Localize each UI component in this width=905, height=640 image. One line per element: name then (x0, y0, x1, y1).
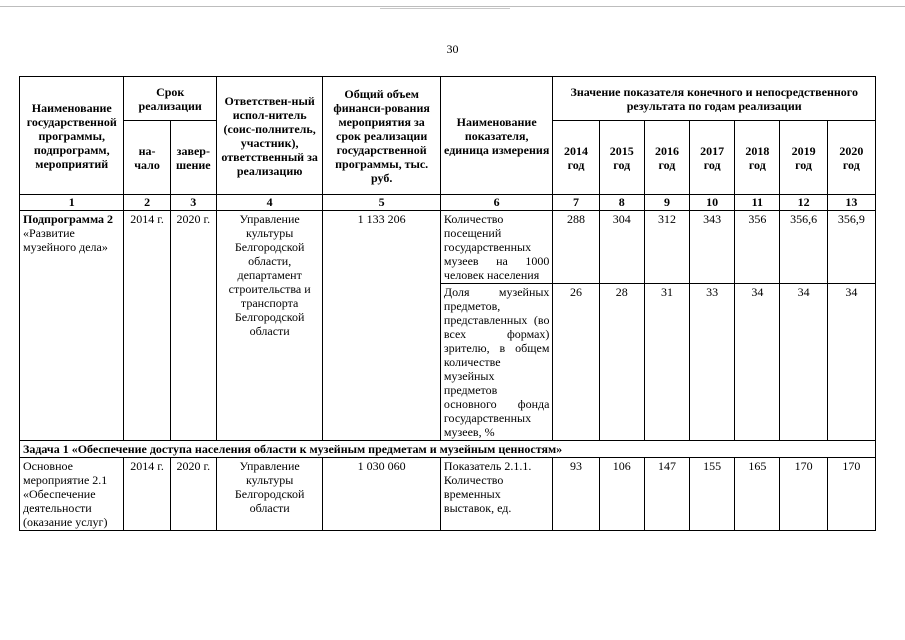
measure-value: 93 (553, 458, 599, 531)
indicator-value: 31 (644, 284, 689, 441)
subprogram-start: 2014 г. (124, 211, 170, 441)
program-table (19, 76, 876, 531)
column-number: 3 (170, 195, 216, 211)
measure-finance: 1 030 060 (323, 458, 441, 531)
indicator-value: 343 (690, 211, 735, 284)
subprogram-responsible: Управление культуры Белгородской области, департамент строительства и транспорта Белгородской области (216, 211, 322, 441)
measure-value: 165 (735, 458, 780, 531)
top-rule (0, 6, 905, 7)
measure-value: 170 (780, 458, 827, 531)
indicator-value: 34 (827, 284, 875, 441)
header-values: Значение показателя конечного и непосредственного результата по годам реализации (553, 77, 876, 121)
measure-value: 147 (644, 458, 689, 531)
indicator-value: 26 (553, 284, 599, 441)
header-indicator: Наименование показателя, единица измерения (440, 77, 553, 195)
column-number: 12 (780, 195, 827, 211)
measure-value: 106 (599, 458, 644, 531)
subprogram-name-cell (20, 211, 124, 441)
indicator-value: 288 (553, 211, 599, 284)
header-name: Наименование государственной программы, подпрограмм, мероприятий (20, 77, 124, 195)
column-number: 9 (644, 195, 689, 211)
indicator-value: 34 (735, 284, 780, 441)
header-end: завер-шение (170, 121, 216, 195)
header-year-2018: 2018 год (735, 121, 780, 195)
column-number: 4 (216, 195, 322, 211)
subprogram-finance: 1 133 206 (323, 211, 441, 441)
header-year-2014: 2014 год (553, 121, 599, 195)
header-year-2016: 2016 год (644, 121, 689, 195)
measure-responsible: Управление культуры Белгородской области (216, 458, 322, 531)
indicator-value: 33 (690, 284, 735, 441)
measure-value: 155 (690, 458, 735, 531)
column-number: 8 (599, 195, 644, 211)
header-year-2017: 2017 год (690, 121, 735, 195)
measure-indicator: Показатель 2.1.1. Количество временных выставок, ед. (440, 458, 553, 531)
indicator-value: 356 (735, 211, 780, 284)
indicator-value: 356,6 (780, 211, 827, 284)
measure-value: 170 (827, 458, 875, 531)
header-responsible: Ответствен-ный испол-нитель (соис-полнитель, участник), ответственный за реализацию (216, 77, 322, 195)
subprogram-row-1 (20, 211, 876, 284)
task-title: Задача 1 «Обеспечение доступа населения области к музейным предметам и музейным ценностям» (20, 441, 876, 458)
page-number: 30 (446, 42, 459, 56)
header-year-2015: 2015 год (599, 121, 644, 195)
column-number: 6 (440, 195, 553, 211)
subprogram-end: 2020 г. (170, 211, 216, 441)
measure-name: Основное мероприятие 2.1 «Обеспечение деятельности (оказание услуг) (20, 458, 124, 531)
header-term: Срок реализации (124, 77, 216, 121)
indicator-value: 312 (644, 211, 689, 284)
header-year-2019: 2019 год (780, 121, 827, 195)
indicator-value: 356,9 (827, 211, 875, 284)
subprogram-title: Подпрограмма 2 (23, 212, 114, 226)
indicator-value: 304 (599, 211, 644, 284)
column-number: 1 (20, 195, 124, 211)
task-row (20, 441, 876, 458)
column-number-row (20, 195, 876, 211)
column-number: 7 (553, 195, 599, 211)
measure-row (20, 458, 876, 531)
measure-end: 2020 г. (170, 458, 216, 531)
column-number: 5 (323, 195, 441, 211)
column-number: 2 (124, 195, 170, 211)
column-number: 11 (735, 195, 780, 211)
header-finance: Общий объем финанси-рования мероприятия за срок реализации государственной программы, тыс. руб. (323, 77, 441, 195)
top-rule-fragment (380, 8, 510, 9)
indicator-name: Количество посещений государственных музеев на 1000 человек населения (440, 211, 553, 284)
indicator-value: 28 (599, 284, 644, 441)
subprogram-subtitle: «Развитие музейного дела» (23, 226, 108, 254)
header-start: на-чало (124, 121, 170, 195)
measure-start: 2014 г. (124, 458, 170, 531)
indicator-name: Доля музейных предметов, представленных (во всех формах) зрителю, в общем количестве музейных предметов основного фонда государственных музеев, % (440, 284, 553, 441)
header-year-2020: 2020 год (827, 121, 875, 195)
column-number: 10 (690, 195, 735, 211)
indicator-value: 34 (780, 284, 827, 441)
column-number: 13 (827, 195, 875, 211)
